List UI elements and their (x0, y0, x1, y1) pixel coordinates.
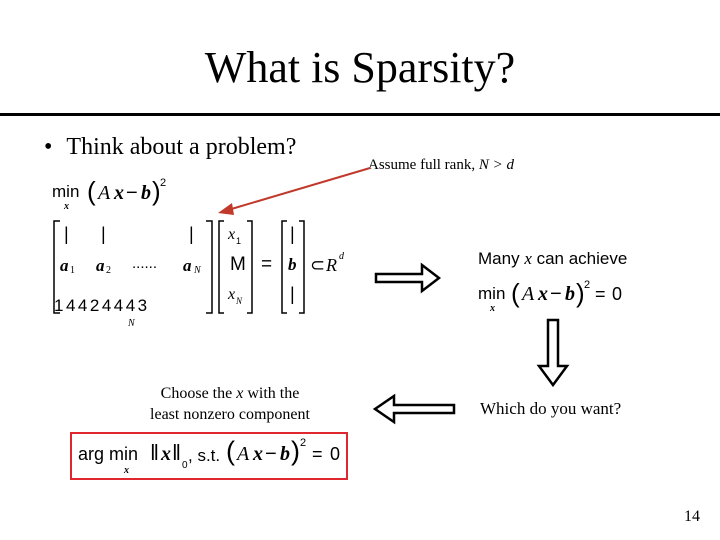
subject-to: , s.t. (188, 446, 221, 465)
choose-text-b: with the (247, 385, 300, 402)
box-rparen: ) (291, 436, 300, 466)
subset-symbol: ⊂ (310, 255, 326, 275)
x-vector-first-sub: 1 (236, 236, 242, 246)
b-bar-top: | (290, 224, 295, 244)
b-bar-bottom: | (290, 284, 295, 304)
vector-x: x (114, 182, 124, 204)
pointer-arrow (210, 160, 375, 220)
down-double-arrow (536, 318, 570, 388)
b-vector-right-bracket (298, 220, 306, 314)
many-x-text (478, 248, 627, 270)
box-A: A (237, 443, 250, 465)
real-space-dim: d (339, 251, 344, 262)
x-vector-left-bracket (217, 220, 225, 314)
assume-text: Assume full rank, (368, 157, 476, 173)
which-question: Which do you want? (480, 399, 622, 418)
residual-eq: = (595, 284, 606, 304)
x-vector-right-bracket (246, 220, 254, 314)
residual-minus: − (550, 283, 562, 305)
residual-rparen: ) (576, 278, 585, 308)
column-a2-sub: 2 (106, 265, 111, 276)
many-suffix: can achieve (536, 249, 628, 268)
argmin-operator: arg min (78, 444, 139, 464)
residual-b: b (565, 283, 575, 305)
x-vector-first: x (228, 226, 236, 243)
column-bar-N: | (189, 224, 194, 244)
choose-caption (120, 383, 340, 425)
matrix-right-bracket (204, 220, 214, 314)
minus-sign: − (126, 182, 138, 204)
choose-line-1 (120, 383, 340, 404)
norm-zero-sub: 0 (182, 460, 188, 471)
residual-zero: 0 (612, 284, 623, 304)
residual-x: x (538, 283, 548, 305)
page-number: 14 (684, 508, 700, 525)
matrix-A: A (98, 182, 111, 204)
box-zero: 0 (330, 444, 341, 464)
norm-right: ‖ (172, 440, 182, 465)
many-var: x (524, 249, 532, 268)
slide-title: What is Sparsity? (204, 43, 516, 92)
left-double-arrow (372, 393, 456, 425)
assume-math: N > d (478, 157, 514, 173)
equals-sign: = (261, 254, 273, 275)
norm-x: x (161, 443, 171, 465)
residual-min: min (478, 284, 506, 303)
b-vector-left-bracket (280, 220, 288, 314)
box-sq: 2 (300, 437, 307, 449)
residual-sq: 2 (584, 279, 591, 291)
box-eq: = (312, 444, 323, 464)
x-vector-last-sub: N (236, 296, 243, 306)
vector-b: b (141, 182, 151, 204)
box-minus: − (265, 443, 277, 465)
column-dots: ...... (132, 255, 158, 272)
norm-left: ‖ (150, 440, 160, 465)
real-space: R (326, 255, 337, 275)
column-a1: a (60, 256, 69, 275)
column-a2: a (96, 256, 105, 275)
many-prefix: Many (478, 249, 520, 268)
choose-var: x (236, 385, 244, 402)
bullet-text: Think about a problem? (66, 134, 297, 160)
bullet-item (44, 132, 296, 162)
column-bar-1: | (64, 224, 69, 244)
box-lparen: ( (226, 436, 235, 466)
underbrace-glyphs: 14424443 (54, 296, 150, 315)
column-a1-sub: 1 (70, 265, 75, 276)
sparse-formulation-box (70, 432, 348, 480)
square-exponent: 2 (160, 177, 167, 189)
right-paren: ) (152, 176, 161, 206)
assume-note (368, 155, 514, 175)
min-subscript: x (64, 201, 69, 212)
residual-A: A (522, 283, 535, 305)
title-divider (0, 113, 720, 116)
min-operator: min (52, 182, 80, 201)
column-bar-2: | (101, 224, 106, 244)
matrix-equation (52, 218, 362, 338)
right-double-arrow (374, 262, 442, 294)
underbrace-label: N (128, 318, 135, 329)
residual-formula (478, 280, 628, 312)
argmin-subscript: x (124, 465, 129, 476)
bullet-dot: • (44, 134, 53, 160)
left-paren: ( (87, 176, 96, 206)
choose-text-a: Choose the (160, 385, 233, 402)
column-aN: a (183, 256, 192, 275)
residual-min-sub: x (490, 303, 495, 314)
x-vector-last: x (228, 286, 236, 303)
b-vector: b (288, 255, 297, 274)
column-aN-sub: N (194, 265, 201, 276)
residual-lparen: ( (511, 278, 520, 308)
choose-line-2: least nonzero component (150, 406, 310, 423)
x-vector-ellipsis: M (230, 254, 246, 275)
box-b: b (280, 443, 290, 465)
box-x: x (253, 443, 263, 465)
